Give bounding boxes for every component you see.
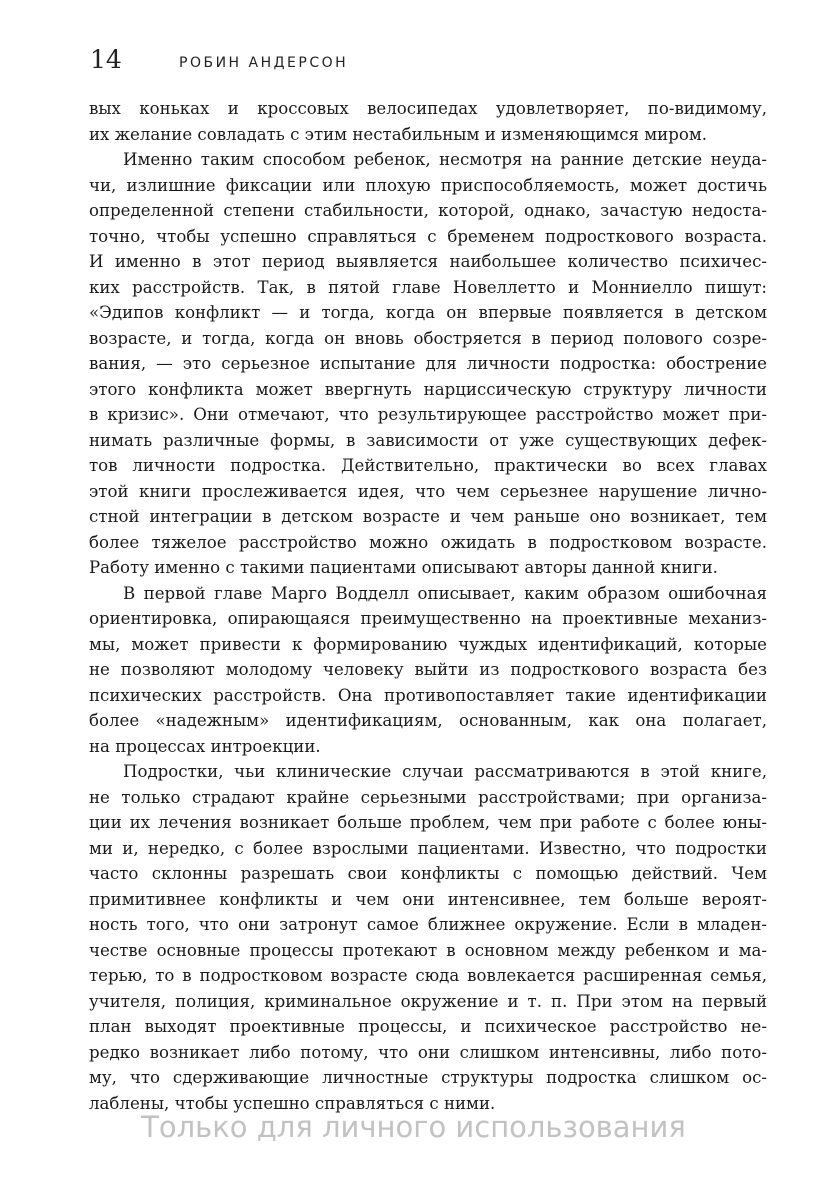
text-line: Работу именно с такими пациентами описывают авторы данной книги. [89, 558, 718, 577]
watermark: Только для личного использования [141, 1110, 686, 1144]
running-head-author: РОБИН АНДЕРСОН [179, 55, 349, 71]
text-line: этого конфликта может ввергнуть нарциссическую структуру личности [89, 379, 767, 399]
text-line: В первой главе Марго Водделл описывает, каким образом ошибочная [123, 583, 767, 603]
text-line: ность того, что они затронут самое ближнее окружение. Если в младен- [89, 915, 767, 934]
text-line: план выходят проективные процессы, и психическое расстройство не- [89, 1017, 767, 1036]
text-line: в кризис». Они отмечают, что результирующее расстройство может при- [89, 405, 767, 424]
text-line: вания, — это серьезное испытание для личности подростка: обострение [89, 354, 767, 373]
body-text [89, 96, 767, 1116]
text-line: терью, то в подростковом возрасте сюда вовлекается расширенная семья, [89, 966, 767, 985]
text-line: учителя, полиция, криминальное окружение и т. п. При этом на первый [89, 991, 767, 1011]
text-line: тов личности подростка. Действительно, практически во всех главах [89, 456, 767, 475]
text-line: на процессах интроекции. [89, 736, 321, 756]
text-line: редко возникает либо потому, что они слишком интенсивны, либо пото- [89, 1042, 767, 1062]
text-line: стной интеграции в детском возрасте и чем раньше оно возникает, тем [89, 507, 767, 526]
text-line: психических расстройств. Она противопоставляет такие идентификации [89, 685, 767, 705]
text-line: примитивнее конфликты и чем они интенсивнее, тем больше вероят- [89, 889, 767, 909]
page-number: 14 [90, 45, 122, 74]
text-line: точно, чтобы успешно справляться с бременем подросткового возраста. [89, 226, 767, 246]
text-line: ции их лечения возникает больше проблем, чем при работе с более юны- [89, 813, 767, 832]
text-line: И именно в этот период выявляется наибольшее количество психичес- [89, 252, 767, 271]
text-line: определенной степени стабильности, которой, однако, зачастую недоста- [89, 201, 767, 220]
paragraph [89, 759, 767, 1116]
text-line: не только страдают крайне серьезными расстройствами; при организа- [89, 787, 767, 807]
text-line: их желание совладать с этим нестабильным и изменяющимся миром. [89, 124, 708, 144]
text-line: чи, излишние фиксации или плохую приспособляемость, может достичь [89, 175, 767, 195]
paragraph [89, 96, 767, 147]
text-line: ориентировка, опирающаяся преимущественно на проективные механиз- [89, 609, 767, 628]
text-line: более «надежным» идентификациям, основанным, как она полагает, [89, 711, 767, 730]
text-line: Подростки, чьи клинические случаи рассматриваются в этой книге, [123, 762, 767, 781]
text-line: честве основные процессы протекают в основном между ребенком и ма- [89, 940, 767, 960]
text-line: более тяжелое расстройство можно ожидать в подростковом возрасте. [89, 532, 767, 552]
paragraph [89, 581, 767, 760]
text-line: часто склонны разрешать свои конфликты с помощью действий. Чем [89, 864, 767, 883]
text-line: Именно таким способом ребенок, несмотря на ранние детские неуда- [123, 150, 767, 169]
text-line: вых коньках и кроссовых велосипедах удовлетворяет, по-видимому, [89, 99, 767, 118]
text-line: му, что сдерживающие личностные структуры подростка слишком ос- [89, 1068, 767, 1087]
text-line: ких расстройств. Так, в пятой главе Новеллетто и Монниелло пишут: [89, 277, 767, 297]
text-line: нимать различные формы, в зависимости от уже существующих дефек- [89, 430, 767, 450]
text-line: «Эдипов конфликт — и тогда, когда он впервые появляется в детском [89, 303, 767, 322]
text-line: мы, может привести к формированию чуждых идентификаций, которые [89, 634, 767, 654]
text-line: этой книги прослеживается идея, что чем серьезнее нарушение лично- [89, 481, 767, 501]
text-line: возрасте, и тогда, когда он вновь обостряется в период полового созре- [89, 328, 767, 348]
text-line: не позволяют молодому человеку выйти из подросткового возраста без [89, 660, 767, 679]
paragraph [89, 147, 767, 581]
text-line: лаблены, чтобы успешно справляться с ними. [89, 1093, 496, 1113]
text-line: ми и, нередко, с более взрослыми пациентами. Известно, что подростки [89, 838, 767, 858]
page-header [90, 44, 770, 80]
